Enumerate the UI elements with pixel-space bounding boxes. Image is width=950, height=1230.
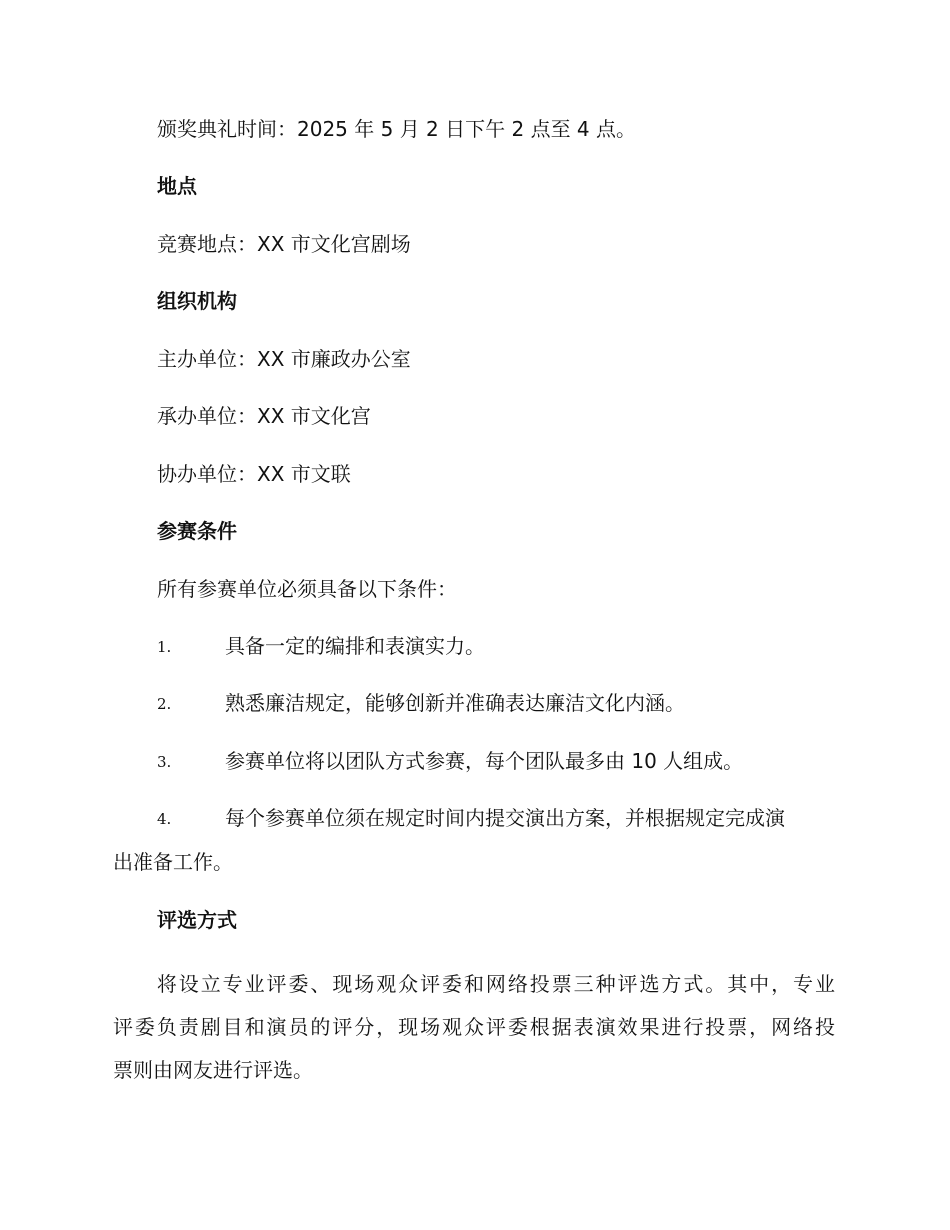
list-item-number: 1.: [157, 638, 172, 656]
co-organizer-text: 协办单位：XX 市文联: [157, 462, 351, 486]
paragraph-line: 将设立专业评委、现场观众评委和网络投票三种评选方式。其中，专业: [113, 972, 835, 996]
list-item-text-continued: 出准备工作。: [113, 850, 233, 874]
list-item-number: 4.: [157, 810, 172, 828]
list-item-text: 熟悉廉洁规定，能够创新并准确表达廉洁文化内涵。: [225, 691, 685, 715]
selection-paragraph: [113, 963, 835, 1092]
organization-heading: 组织机构: [157, 289, 237, 313]
host-text: 主办单位：XX 市廉政办公室: [157, 347, 411, 371]
list-item-number: 2.: [157, 695, 172, 713]
paragraph-line: 评委负责剧目和演员的评分，现场观众评委根据表演效果进行投票，网络投: [113, 1015, 835, 1039]
venue-text: 竞赛地点：XX 市文化宫剧场: [157, 232, 411, 256]
list-item-text: 参赛单位将以团队方式参赛，每个团队最多由 10 人组成。: [225, 749, 744, 773]
list-item-text: 每个参赛单位须在规定时间内提交演出方案，并根据规定完成演: [225, 806, 785, 830]
conditions-heading: 参赛条件: [157, 519, 237, 543]
conditions-intro: 所有参赛单位必须具备以下条件：: [157, 577, 457, 601]
organizer-text: 承办单位：XX 市文化宫: [157, 404, 371, 428]
award-time-text: 颁奖典礼时间：2025 年 5 月 2 日下午 2 点至 4 点。: [157, 117, 637, 141]
paragraph-line: 票则由网友进行评选。: [113, 1058, 313, 1082]
list-item-number: 3.: [157, 753, 172, 771]
location-heading: 地点: [157, 174, 197, 198]
selection-heading: 评选方式: [157, 908, 237, 932]
list-item-text: 具备一定的编排和表演实力。: [225, 634, 485, 658]
